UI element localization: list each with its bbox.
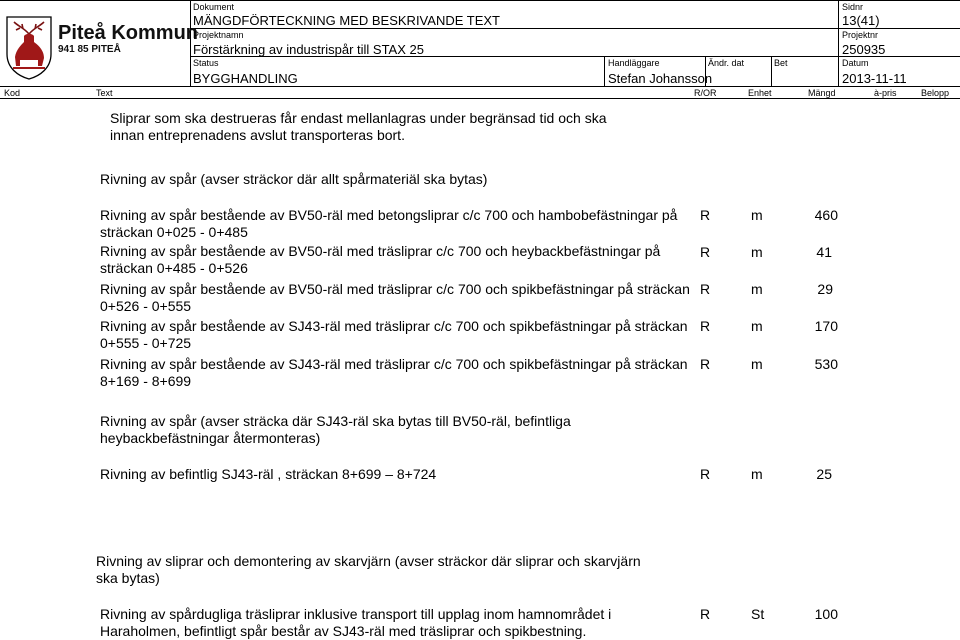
intro-text: Sliprar som ska destrueras får endast mellanlagras under begränsad tid och ska innan entreprenadens avslut transporteras bort.: [110, 110, 607, 143]
status-label: Status: [193, 58, 219, 68]
row-description: Rivning av befintlig SJ43-räl , sträckan 8+699 – 8+724: [100, 466, 437, 482]
reindeer-emblem-icon: [4, 14, 54, 80]
header-row-divider-1: [190, 28, 960, 29]
row-r: R: [700, 318, 711, 334]
logo-address: 941 85 PITEÅ: [58, 44, 121, 55]
row-unit: m: [751, 207, 763, 223]
column-mangd: Mängd: [808, 88, 836, 98]
row-description: Rivning av spår bestående av BV50-räl med träsliprar c/c 700 och spikbefästningar på sträckan 0+526 - 0+555: [100, 281, 690, 314]
column-apris: à-pris: [874, 88, 897, 98]
row-r: R: [700, 244, 711, 260]
sidnr-label: Sidnr: [842, 2, 864, 12]
row-quantity: 460: [814, 207, 838, 223]
row-unit: m: [751, 318, 763, 334]
row-description: Rivning av spårdugliga träsliprar inklusive transport till upplag inom hamnområdet i Haraholmen, befintligt spår består av SJ43-räl med träsliprar och spikbestning.: [100, 606, 612, 639]
columns-bottom-border: [0, 98, 960, 99]
bet-label: Bet: [774, 58, 788, 68]
row-description: Rivning av spår bestående av BV50-räl med betongsliprar c/c 700 och hambobefästningar på sträckan 0+025 - 0+485: [100, 207, 678, 240]
row-quantity: 170: [814, 318, 838, 334]
row-r: R: [700, 356, 711, 372]
row-description: Rivning av spår bestående av BV50-räl med träsliprar c/c 700 och heybackbefästningar på sträckan 0+485 - 0+526: [100, 243, 661, 276]
header-top-border: [0, 0, 960, 1]
projektnr-value: 250935: [842, 42, 886, 57]
projektnamn-value: Förstärkning av industrispår till STAX 25: [193, 42, 424, 57]
logo-name: Piteå Kommun: [58, 22, 199, 44]
header-right-divider: [838, 0, 839, 86]
status-value: BYGGHANDLING: [193, 71, 298, 86]
row-r: R: [700, 466, 711, 482]
column-ror: R/OR: [694, 88, 717, 98]
row-unit: m: [751, 356, 763, 372]
row-quantity: 530: [814, 356, 838, 372]
row-description: Rivning av spår bestående av SJ43-räl med träsliprar c/c 700 och spikbefästningar på sträckan 8+169 - 8+699: [100, 356, 688, 389]
column-belopp: Belopp: [921, 88, 950, 98]
row-quantity: 100: [814, 606, 838, 622]
datum-label: Datum: [842, 58, 869, 68]
row-unit: St: [751, 606, 765, 622]
dokument-label: Dokument: [193, 2, 235, 12]
header-divider-handlaggare: [604, 56, 605, 86]
row-description: Rivning av spår bestående av SJ43-räl med träsliprar c/c 700 och spikbefästningar på sträckan 0+555 - 0+725: [100, 318, 688, 351]
section-heading: Rivning av sliprar och demontering av skarvjärn (avser sträckor där sliprar och skarvjärn ska bytas): [96, 553, 641, 586]
section-heading: Rivning av spår (avser sträckor där allt spårmateriäl ska bytas): [100, 171, 488, 187]
column-text: Text: [96, 88, 113, 98]
handlaggare-value: Stefan Johansson: [608, 71, 713, 86]
sidnr-value: 13(41): [842, 13, 880, 28]
header-bottom-border: [0, 86, 960, 87]
row-unit: m: [751, 466, 763, 482]
row-unit: m: [751, 244, 763, 260]
section-heading: Rivning av spår (avser sträcka där SJ43-räl ska bytas till BV50-räl, befintliga heybackbefästningar återmonteras): [100, 413, 571, 446]
row-quantity: 41: [816, 244, 832, 260]
logo: [4, 14, 199, 80]
dokument-value: MÄNGDFÖRTECKNING MED BESKRIVANDE TEXT: [193, 13, 500, 28]
row-r: R: [700, 606, 711, 622]
row-r: R: [700, 207, 711, 223]
row-unit: m: [751, 281, 763, 297]
projektnamn-label: Projektnamn: [193, 30, 244, 40]
row-r: R: [700, 281, 711, 297]
row-quantity: 25: [816, 466, 832, 482]
column-enhet: Enhet: [748, 88, 772, 98]
datum-value: 2013-11-11: [842, 71, 907, 86]
handlaggare-label: Handläggare: [608, 58, 660, 68]
header-divider-bet: [771, 56, 772, 86]
column-kod: Kod: [4, 88, 21, 98]
row-quantity: 29: [817, 281, 833, 297]
projektnr-label: Projektnr: [842, 30, 879, 40]
andr-dat-label: Ändr. dat: [708, 58, 745, 68]
